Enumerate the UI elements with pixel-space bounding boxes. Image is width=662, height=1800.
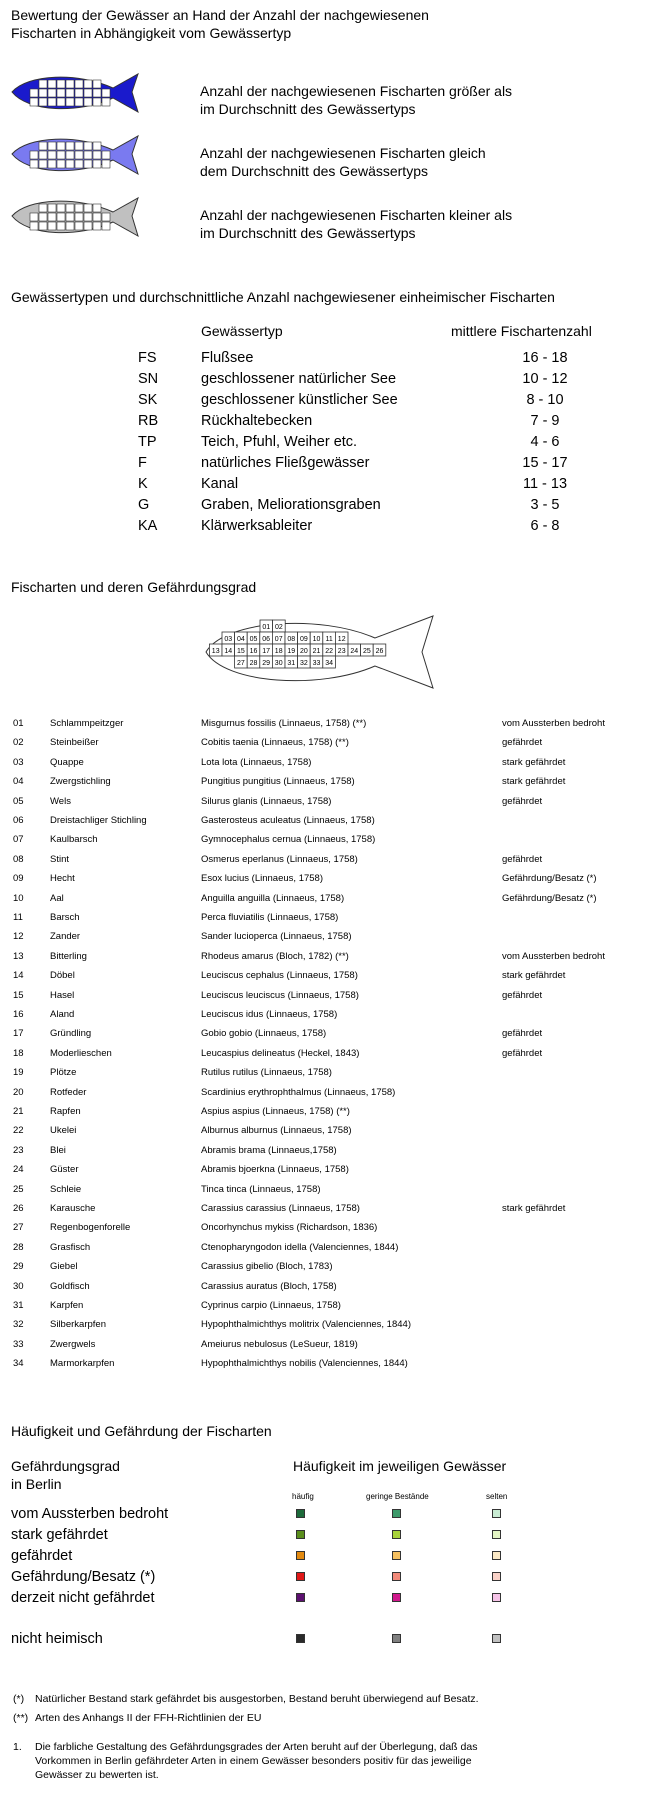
species-status: gefährdet bbox=[502, 1028, 543, 1040]
fish-cell-number: 07 bbox=[274, 636, 283, 643]
frequency-color-swatch bbox=[296, 1593, 305, 1602]
species-name: Silberkarpfen bbox=[50, 1319, 106, 1331]
species-number: 15 bbox=[13, 989, 24, 1001]
legend-fish-icon-1 bbox=[12, 74, 138, 112]
frequency-color-swatch bbox=[296, 1634, 305, 1643]
legend-fish-icon-2 bbox=[12, 136, 138, 174]
species-latin-name: Pungitius pungitius (Linnaeus, 1758) bbox=[201, 776, 355, 788]
species-name: Aal bbox=[50, 892, 64, 904]
frequency-color-swatch bbox=[392, 1593, 401, 1602]
species-section-title: Fischarten und deren Gefährdungsgrad bbox=[11, 579, 257, 595]
species-status: stark gefährdet bbox=[502, 776, 566, 788]
type-code: K bbox=[138, 476, 148, 492]
species-name: Grasfisch bbox=[50, 1241, 91, 1253]
species-latin-name: Alburnus alburnus (Linnaeus, 1758) bbox=[201, 1125, 352, 1137]
frequency-left-header: Gefährdungsgrad in Berlin bbox=[11, 1458, 120, 1492]
species-number: 06 bbox=[13, 815, 24, 826]
fish-legend-item-less: Anzahl der nachgewiesenen Fischarten kleiner als im Durchschnitt des Gewässertyps bbox=[200, 207, 513, 241]
species-number: 03 bbox=[13, 756, 24, 768]
species-number: 12 bbox=[13, 931, 24, 943]
species-name: Steinbeißer bbox=[50, 737, 99, 749]
type-code: SK bbox=[138, 392, 158, 408]
species-row bbox=[13, 1354, 653, 1373]
frequency-row-label: derzeit nicht gefährdet bbox=[11, 1590, 155, 1606]
species-latin-name: Lota lota (Linnaeus, 1758) bbox=[201, 756, 312, 768]
legend-fish-icon-3 bbox=[12, 198, 138, 236]
type-code: SN bbox=[138, 371, 159, 387]
species-latin-name: Rhodeus amarus (Bloch, 1782) (**) bbox=[201, 950, 349, 962]
species-row bbox=[13, 1218, 653, 1237]
species-row bbox=[13, 1238, 653, 1257]
title-line1: Bewertung der Gewässer an Hand der Anzahl der nachgewiesenen bbox=[11, 7, 429, 23]
type-count: 10 - 12 bbox=[522, 371, 568, 387]
type-count: 16 - 18 bbox=[522, 350, 568, 366]
species-latin-name: Aspius aspius (Linnaeus, 1758) (**) bbox=[201, 1106, 350, 1117]
species-row bbox=[13, 1180, 653, 1199]
species-name: Karausche bbox=[50, 1203, 96, 1214]
frequency-row-label: nicht heimisch bbox=[11, 1631, 103, 1647]
species-row bbox=[13, 1063, 653, 1082]
type-name: natürliches Fließgewässer bbox=[201, 455, 370, 471]
species-number: 23 bbox=[13, 1144, 24, 1156]
species-number: 25 bbox=[13, 1183, 24, 1195]
species-name: Zander bbox=[50, 931, 81, 943]
species-name: Bitterling bbox=[50, 950, 87, 962]
species-name: Blei bbox=[50, 1144, 66, 1156]
types-col-header-count: mittlere Fischartenzahl bbox=[451, 323, 592, 339]
frequency-color-swatch bbox=[492, 1509, 501, 1518]
frequency-color-swatch bbox=[392, 1634, 401, 1643]
species-number: 33 bbox=[13, 1338, 24, 1350]
species-latin-name: Oncorhynchus mykiss (Richardson, 1836) bbox=[201, 1222, 378, 1234]
species-row bbox=[13, 1141, 653, 1160]
type-name: geschlossener künstlicher See bbox=[201, 392, 398, 408]
frequency-col-haeufig: häufig bbox=[292, 1492, 314, 1501]
species-number: 07 bbox=[13, 834, 24, 846]
frequency-color-swatch bbox=[296, 1530, 305, 1539]
species-latin-name: Ctenopharyngodon idella (Valenciennes, 1844) bbox=[201, 1241, 399, 1253]
species-row bbox=[13, 850, 653, 869]
species-latin-name: Sander lucioperca (Linnaeus, 1758) bbox=[201, 931, 352, 943]
species-latin-name: Ameiurus nebulosus (LeSueur, 1819) bbox=[201, 1338, 358, 1350]
type-count: 4 - 6 bbox=[530, 434, 560, 450]
title-line2: Fischarten in Abhängigkeit vom Gewässertyp bbox=[11, 25, 292, 41]
species-row bbox=[13, 1315, 653, 1334]
frequency-color-swatch bbox=[392, 1551, 401, 1560]
species-name: Ukelei bbox=[50, 1125, 77, 1137]
fish-cell-number: 20 bbox=[300, 648, 308, 655]
fish-cell-number: 11 bbox=[325, 636, 333, 643]
frequency-color-swatch bbox=[492, 1572, 501, 1581]
species-latin-name: Leuciscus cephalus (Linnaeus, 1758) bbox=[201, 970, 358, 982]
species-name: Schleie bbox=[50, 1183, 82, 1195]
species-latin-name: Tinca tinca (Linnaeus, 1758) bbox=[201, 1183, 321, 1195]
type-name: Klärwerksableiter bbox=[201, 518, 313, 534]
species-latin-name: Anguilla anguilla (Linnaeus, 1758) bbox=[201, 892, 345, 904]
species-latin-name: Esox lucius (Linnaeus, 1758) bbox=[201, 873, 323, 885]
frequency-color-swatch bbox=[492, 1634, 501, 1643]
species-latin-name: Gasterosteus aculeatus (Linnaeus, 1758) bbox=[201, 815, 375, 826]
fish-cell-number: 27 bbox=[237, 660, 245, 667]
fish-cell-number: 14 bbox=[224, 648, 233, 655]
species-status: gefährdet bbox=[502, 795, 543, 807]
frequency-color-swatch bbox=[296, 1551, 305, 1560]
species-status: vom Aussterben bedroht bbox=[502, 718, 605, 729]
species-status: gefährdet bbox=[502, 1047, 543, 1059]
species-status: stark gefährdet bbox=[502, 1203, 566, 1214]
species-row bbox=[13, 772, 653, 791]
species-number: 09 bbox=[13, 873, 24, 885]
type-count: 8 - 10 bbox=[526, 392, 564, 408]
species-name: Rapfen bbox=[50, 1106, 81, 1117]
fish-cell-number: 23 bbox=[337, 648, 346, 655]
species-number: 24 bbox=[13, 1164, 24, 1176]
species-number: 30 bbox=[13, 1280, 24, 1292]
species-latin-name: Silurus glanis (Linnaeus, 1758) bbox=[201, 795, 332, 807]
species-latin-name: Misgurnus fossilis (Linnaeus, 1758) (**) bbox=[201, 718, 367, 729]
species-status: Gefährdung/Besatz (*) bbox=[502, 873, 597, 885]
species-row bbox=[13, 714, 653, 733]
species-latin-name: Carassius auratus (Bloch, 1758) bbox=[201, 1280, 337, 1292]
species-number: 22 bbox=[13, 1125, 24, 1137]
frequency-color-swatch bbox=[296, 1572, 305, 1581]
species-name: Zwergstichling bbox=[50, 776, 111, 788]
fish-cell-number: 30 bbox=[274, 660, 283, 667]
frequency-row-label: gefährdet bbox=[11, 1548, 73, 1564]
species-row bbox=[13, 908, 653, 927]
species-row bbox=[13, 1005, 653, 1024]
frequency-color-swatch bbox=[296, 1509, 305, 1518]
fish-cell-number: 34 bbox=[325, 660, 333, 667]
species-name: Aland bbox=[50, 1009, 75, 1020]
fish-cell-number: 15 bbox=[237, 648, 245, 655]
species-number: 16 bbox=[13, 1009, 24, 1020]
species-row bbox=[13, 1199, 653, 1218]
type-count: 6 - 8 bbox=[530, 518, 560, 534]
species-number: 08 bbox=[13, 853, 24, 865]
note-1: (*) Natürlicher Bestand stark gefährdet bis ausgestorben, Bestand beruht überwiegend auf Besatz. bbox=[13, 1693, 479, 1705]
species-number: 19 bbox=[13, 1067, 24, 1079]
species-name: Kaulbarsch bbox=[50, 834, 98, 846]
species-name: Schlammpeitzger bbox=[50, 718, 124, 729]
species-row bbox=[13, 947, 653, 966]
species-latin-name: Hypophthalmichthys molitrix (Valenciennes, 1844) bbox=[201, 1319, 411, 1331]
fish-cell-number: 09 bbox=[300, 636, 308, 643]
fish-cell-number: 12 bbox=[337, 636, 346, 643]
fish-cell-number: 04 bbox=[237, 636, 245, 643]
frequency-right-header: Häufigkeit im jeweiligen Gewässer bbox=[293, 1458, 507, 1474]
fish-cell-number: 21 bbox=[312, 648, 321, 655]
fish-legend-item-equal: Anzahl der nachgewiesenen Fischarten gleich dem Durchschnitt des Gewässertyps bbox=[200, 145, 486, 179]
species-number: 13 bbox=[13, 950, 24, 962]
type-name: Kanal bbox=[201, 476, 239, 492]
type-code: KA bbox=[138, 518, 158, 534]
fish-cell-number: 17 bbox=[262, 648, 270, 655]
species-name: Quappe bbox=[50, 756, 84, 768]
species-row bbox=[13, 1121, 653, 1140]
types-col-header-type: Gewässertyp bbox=[201, 323, 283, 339]
fish-cell-number: 03 bbox=[224, 636, 233, 643]
fish-cell-number: 33 bbox=[312, 660, 321, 667]
species-number: 28 bbox=[13, 1241, 24, 1253]
species-status: stark gefährdet bbox=[502, 970, 566, 982]
species-row bbox=[13, 869, 653, 888]
species-number: 20 bbox=[13, 1086, 24, 1098]
fish-cell-number: 06 bbox=[262, 636, 270, 643]
type-count: 15 - 17 bbox=[522, 455, 568, 471]
species-latin-name: Carassius gibelio (Bloch, 1783) bbox=[201, 1261, 333, 1273]
species-name: Stint bbox=[50, 853, 70, 865]
type-code: RB bbox=[138, 413, 159, 429]
frequency-color-swatch bbox=[492, 1593, 501, 1602]
species-status: gefährdet bbox=[502, 989, 543, 1001]
note-3: 1. Die farbliche Gestaltung des Gefährdungsgrades der Arten beruht auf der Überlegung, daß das Vorkommen in Berlin gefährdeter Arten in einem Gewässer besonders positiv für das jeweilige Gewässer zu bewerten ist. bbox=[13, 1741, 478, 1781]
species-name: Gründling bbox=[50, 1028, 92, 1040]
species-latin-name: Leuciscus idus (Linnaeus, 1758) bbox=[201, 1009, 338, 1020]
species-row bbox=[13, 1083, 653, 1102]
species-row bbox=[13, 733, 653, 752]
species-status: Gefährdung/Besatz (*) bbox=[502, 892, 597, 904]
type-name: Rückhaltebecken bbox=[201, 413, 313, 429]
species-latin-name: Leucaspius delineatus (Heckel, 1843) bbox=[201, 1047, 360, 1059]
frequency-row-label: vom Aussterben bedroht bbox=[11, 1506, 169, 1522]
frequency-row-label: stark gefährdet bbox=[11, 1527, 108, 1543]
species-name: Zwergwels bbox=[50, 1338, 96, 1350]
species-name: Goldfisch bbox=[50, 1280, 90, 1292]
species-number: 26 bbox=[13, 1203, 24, 1214]
species-number: 29 bbox=[13, 1261, 24, 1273]
fish-cell-number: 25 bbox=[363, 648, 371, 655]
species-name: Güster bbox=[50, 1164, 79, 1176]
species-status: gefährdet bbox=[502, 853, 543, 865]
frequency-col-gering: geringe Bestände bbox=[366, 1492, 429, 1501]
frequency-color-swatch bbox=[492, 1551, 501, 1560]
species-latin-name: Perca fluviatilis (Linnaeus, 1758) bbox=[201, 912, 339, 923]
species-name: Giebel bbox=[50, 1261, 78, 1273]
species-name: Karpfen bbox=[50, 1300, 84, 1311]
species-latin-name: Cobitis taenia (Linnaeus, 1758) (**) bbox=[201, 737, 349, 749]
species-row bbox=[13, 927, 653, 946]
species-latin-name: Cyprinus carpio (Linnaeus, 1758) bbox=[201, 1300, 341, 1311]
type-count: 3 - 5 bbox=[530, 497, 560, 513]
fish-cell-number: 32 bbox=[300, 660, 308, 667]
fish-cell-number: 24 bbox=[350, 648, 359, 655]
species-latin-name: Abramis bjoerkna (Linnaeus, 1758) bbox=[201, 1164, 349, 1176]
fish-cell-number: 13 bbox=[211, 648, 220, 655]
type-name: Teich, Pfuhl, Weiher etc. bbox=[201, 434, 358, 450]
type-code: F bbox=[138, 455, 147, 471]
fish-cell-number: 22 bbox=[325, 648, 333, 655]
fish-cell-number: 01 bbox=[262, 624, 271, 631]
page-title bbox=[11, 6, 429, 42]
frequency-color-swatch bbox=[392, 1530, 401, 1539]
species-row bbox=[13, 1024, 653, 1043]
species-latin-name: Gymnocephalus cernua (Linnaeus, 1758) bbox=[201, 834, 376, 846]
frequency-color-swatch bbox=[392, 1572, 401, 1581]
fish-legend-item-more: Anzahl der nachgewiesenen Fischarten größer als im Durchschnitt des Gewässertyps bbox=[200, 83, 513, 117]
species-number: 01 bbox=[13, 718, 24, 729]
fish-cell-number: 02 bbox=[275, 624, 283, 631]
species-name: Marmorkarpfen bbox=[50, 1358, 115, 1370]
species-number: 21 bbox=[13, 1106, 24, 1117]
species-row bbox=[13, 1044, 653, 1063]
types-section-title: Gewässertypen und durchschnittliche Anzahl nachgewiesener einheimischer Fischarten bbox=[11, 289, 555, 305]
species-number: 14 bbox=[13, 970, 24, 982]
species-row bbox=[13, 1296, 653, 1315]
species-latin-name: Hypophthalmichthys nobilis (Valenciennes, 1844) bbox=[201, 1358, 408, 1370]
species-name: Plötze bbox=[50, 1067, 77, 1079]
type-count: 7 - 9 bbox=[530, 413, 560, 429]
species-number: 18 bbox=[13, 1047, 24, 1059]
species-row bbox=[13, 1160, 653, 1179]
fish-cell-number: 08 bbox=[287, 636, 296, 643]
species-row bbox=[13, 966, 653, 985]
species-status: vom Aussterben bedroht bbox=[502, 950, 605, 962]
frequency-color-swatch bbox=[492, 1530, 501, 1539]
fish-legend-icons bbox=[8, 70, 153, 240]
species-name: Döbel bbox=[50, 970, 75, 982]
species-status: stark gefährdet bbox=[502, 756, 566, 768]
species-number: 10 bbox=[13, 892, 24, 904]
species-status: gefährdet bbox=[502, 737, 543, 749]
note-2: (**) Arten des Anhangs II der FFH-Richtlinien der EU bbox=[13, 1712, 262, 1724]
species-name: Moderlieschen bbox=[50, 1047, 112, 1059]
species-number: 11 bbox=[13, 912, 23, 923]
fish-cell-number: 19 bbox=[287, 648, 296, 655]
frequency-col-selten: selten bbox=[486, 1492, 508, 1501]
fish-cell-number: 31 bbox=[287, 660, 296, 667]
species-row bbox=[13, 792, 653, 811]
type-name: Graben, Meliorationsgraben bbox=[201, 497, 381, 513]
species-number: 17 bbox=[13, 1028, 24, 1040]
species-name: Barsch bbox=[50, 912, 80, 923]
species-row bbox=[13, 753, 653, 772]
species-number: 27 bbox=[13, 1222, 24, 1234]
species-number: 02 bbox=[13, 737, 24, 749]
fish-cell-number: 10 bbox=[312, 636, 321, 643]
species-number: 34 bbox=[13, 1358, 24, 1370]
species-row bbox=[13, 1257, 653, 1276]
frequency-color-swatch bbox=[392, 1509, 401, 1518]
species-row bbox=[13, 986, 653, 1005]
numbered-fish-diagram bbox=[200, 612, 440, 692]
species-latin-name: Gobio gobio (Linnaeus, 1758) bbox=[201, 1028, 327, 1040]
species-latin-name: Carassius carassius (Linnaeus, 1758) bbox=[201, 1203, 360, 1214]
species-row bbox=[13, 1102, 653, 1121]
species-number: 31 bbox=[13, 1300, 24, 1311]
fish-cell-number: 05 bbox=[249, 636, 258, 643]
species-name: Hasel bbox=[50, 989, 75, 1001]
species-number: 05 bbox=[13, 795, 24, 807]
species-latin-name: Osmerus eperlanus (Linnaeus, 1758) bbox=[201, 853, 358, 865]
type-name: geschlossener natürlicher See bbox=[201, 371, 397, 387]
species-latin-name: Rutilus rutilus (Linnaeus, 1758) bbox=[201, 1067, 332, 1079]
species-name: Hecht bbox=[50, 873, 75, 885]
species-row bbox=[13, 811, 653, 830]
fish-cell-number: 16 bbox=[249, 648, 258, 655]
species-latin-name: Scardinius erythrophthalmus (Linnaeus, 1758) bbox=[201, 1086, 396, 1098]
fish-cell-number: 29 bbox=[262, 660, 270, 667]
species-name: Dreistachliger Stichling bbox=[50, 815, 147, 826]
species-row bbox=[13, 1335, 653, 1354]
species-row bbox=[13, 889, 653, 908]
type-code: G bbox=[138, 497, 150, 513]
species-row bbox=[13, 830, 653, 849]
type-count: 11 - 13 bbox=[522, 476, 568, 492]
type-code: FS bbox=[138, 350, 157, 366]
species-row bbox=[13, 1277, 653, 1296]
species-name: Wels bbox=[50, 795, 71, 807]
type-name: Flußsee bbox=[201, 350, 254, 366]
species-name: Regenbogenforelle bbox=[50, 1222, 131, 1234]
fish-cell-number: 26 bbox=[375, 648, 384, 655]
frequency-row-label: Gefährdung/Besatz (*) bbox=[11, 1569, 156, 1585]
species-latin-name: Leuciscus leuciscus (Linnaeus, 1758) bbox=[201, 989, 359, 1001]
frequency-section-title: Häufigkeit und Gefährdung der Fischarten bbox=[11, 1423, 272, 1439]
fish-cell-number: 18 bbox=[274, 648, 283, 655]
species-latin-name: Abramis brama (Linnaeus,1758) bbox=[201, 1144, 337, 1156]
fish-cell-number: 28 bbox=[249, 660, 258, 667]
type-code: TP bbox=[138, 434, 157, 450]
species-number: 32 bbox=[13, 1319, 24, 1331]
species-number: 04 bbox=[13, 776, 24, 788]
species-name: Rotfeder bbox=[50, 1086, 87, 1098]
